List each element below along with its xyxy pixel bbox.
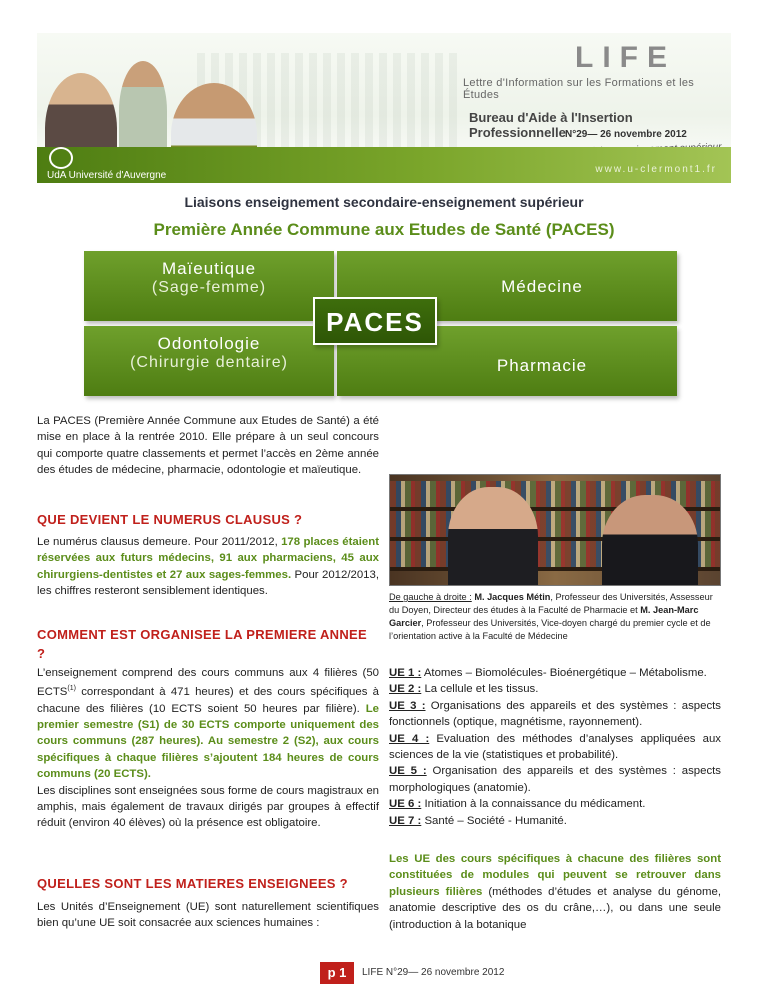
caption-name-2: M. Jean-Marc Garcier xyxy=(389,605,699,628)
organisation-text-2: correspondant à 471 heures) et des cours spécifiques à chacune des filières (10 ECTS soient 50 heures par filière). xyxy=(37,686,379,715)
list-item xyxy=(389,763,721,796)
intro-paragraph: La PACES (Première Année Commune aux Etudes de Santé) a été mise en place à la rentrée 2010. Elle prépare à un seul concours qui comporte quatre classements et permet l’accès en 2ème année des études de médecine, pharmacie, odontologie et maïeutique. xyxy=(37,415,379,477)
ue-code: UE 2 : xyxy=(389,683,422,696)
issue-number: N°29— 26 novembre 2012 xyxy=(565,129,687,140)
caption-name-1: M. Jacques Métin xyxy=(474,592,551,602)
list-item xyxy=(389,813,721,829)
ue-list xyxy=(389,665,721,829)
professor-metin xyxy=(448,487,538,586)
list-item xyxy=(389,681,721,697)
ue-text: Evaluation des méthodes d’analyses appliquées aux sciences de la vie (statistiques et probabilité). xyxy=(389,732,722,762)
ue-note-paragraph xyxy=(389,851,721,933)
organisation-text-3: Les disciplines sont enseignées sous forme de cours magistraux en amphis, mais également de travaux dirigés par groupes à effectif réduit (environ 40 élèves) où la présence est obligatoire. xyxy=(37,784,379,830)
footer-text: LIFE N°29— 26 novembre 2012 xyxy=(362,967,505,978)
list-item xyxy=(389,665,721,681)
newsletter-tagline: Lettre d'Information sur les Formations et les Études xyxy=(463,77,695,101)
organisation-highlight: Le premier semestre (S1) de 30 ECTS comporte uniquement des cours communs (287 heures). Au semestre 2 (S2), aux cours spécifiques à chaque filières s’ajoutent 184 heures de cours communs (20 ECTS). xyxy=(37,702,379,781)
list-item xyxy=(389,796,721,812)
website-url: www.u-clermont1.fr xyxy=(595,164,717,175)
caption-desc-1: , Professeur des Universités, Assesseur du Doyen, Directeur des études à la Faculté de Pharmacie et xyxy=(389,592,713,615)
ue-text: La cellule et les tissus. xyxy=(421,683,539,696)
ue-code: UE 5 : xyxy=(389,765,427,778)
maieutique-label: Maïeutique xyxy=(161,259,257,278)
paces-center-box: PACES xyxy=(313,297,437,345)
ects-footnote: (1) xyxy=(67,685,76,693)
medecine-label: Médecine xyxy=(501,277,583,296)
bureau-title: Bureau d'Aide à l'Insertion Professionnelle xyxy=(469,110,633,140)
list-item xyxy=(389,698,721,731)
life-logo: LIFE xyxy=(575,41,676,74)
ue-code: UE 3 : xyxy=(389,699,426,712)
odontologie-box xyxy=(84,326,334,396)
photo-caption xyxy=(389,591,721,643)
numerus-paragraph xyxy=(37,534,379,600)
header-banner xyxy=(37,33,731,183)
university-name: UdA Université d'Auvergne xyxy=(47,170,167,181)
ue-code: UE 7 : xyxy=(389,814,422,827)
ue-text: Initiation à la connaissance du médicament. xyxy=(421,798,646,811)
matieres-paragraph: Les Unités d’Enseignement (UE) sont naturellement scientifiques bien qu’une UE soit consacrée aux sciences humaines : xyxy=(37,901,379,930)
pharmacie-label: Pharmacie xyxy=(496,356,588,375)
odontologie-label: Odontologie xyxy=(157,334,261,353)
ue-text: Organisations des appareils et des systèmes : aspects fonctionnels (optique, magnétisme, rayonnement). xyxy=(389,699,722,729)
maieutique-sublabel: (Sage-femme) xyxy=(151,279,267,296)
ue-note-text: (méthodes d’études et analyse du génome, anatomie descriptive des os du crâne,…), ou dans une seule (introduction à la botanique xyxy=(389,885,721,931)
ue-note-highlight: Les UE des cours spécifiques à chacune des filières sont constituées de modules qui peuvent se retrouver dans plusieurs filières xyxy=(389,853,721,898)
organisation-text xyxy=(37,665,379,783)
ue-text: Organisation des appareils et des systèmes : aspects morphologiques (anatomie). xyxy=(389,765,721,794)
page-subtitle: Liaisons enseignement secondaire-enseignement supérieur xyxy=(184,194,584,210)
odontologie-sublabel: (Chirurgie dentaire) xyxy=(130,354,288,371)
list-item xyxy=(389,731,721,764)
ue-code: UE 1 : xyxy=(389,667,422,679)
university-logo xyxy=(47,147,227,181)
student-photo-2 xyxy=(119,61,167,161)
ue-text: Santé – Société - Humanité. xyxy=(421,814,567,827)
uda-logo-icon xyxy=(49,147,73,169)
organisation-heading: COMMENT EST ORGANISEE LA PREMIERE ANNEE ? xyxy=(37,627,367,661)
caption-desc-2: , Professeur des Universités, Vice-doyen chargé du premier cycle et de l’orientation active à la Faculté de Médecine xyxy=(389,618,711,641)
maieutique-box xyxy=(84,251,334,321)
page-title: Première Année Commune aux Etudes de Santé (PACES) xyxy=(153,220,615,239)
banner-green-bar xyxy=(37,147,731,183)
ue-text: Atomes – Biomolécules- Bioénergétique – Métabolisme. xyxy=(421,667,707,679)
organisation-paragraph xyxy=(37,665,379,832)
ue-code: UE 4 : xyxy=(389,732,430,745)
caption-prefix: De gauche à droite : xyxy=(389,592,472,602)
page-number-badge: p 1 xyxy=(320,962,354,984)
numerus-text-2: Pour 2012/2013, les chiffres resteront sensiblement identiques. xyxy=(37,568,379,598)
numerus-highlight: 178 places étaient réservées aux futurs médecins, 91 aux pharmaciens, 45 aux chirurgiens-dentistes et 27 aux sages-femmes. xyxy=(37,536,379,581)
matieres-heading: QUELLES SONT LES MATIERES ENSEIGNEES ? xyxy=(37,876,348,891)
numerus-text-1: Le numérus clausus demeure. Pour 2011/2012, xyxy=(37,536,282,548)
organisation-text-1: L’enseignement comprend des cours communs aux 4 filières (50 ECTS xyxy=(37,667,379,699)
ue-code: UE 6 : xyxy=(389,798,422,811)
professors-photo xyxy=(389,474,721,586)
numerus-heading: QUE DEVIENT LE NUMERUS CLAUSUS ? xyxy=(37,512,303,527)
professor-garcier xyxy=(602,495,698,586)
